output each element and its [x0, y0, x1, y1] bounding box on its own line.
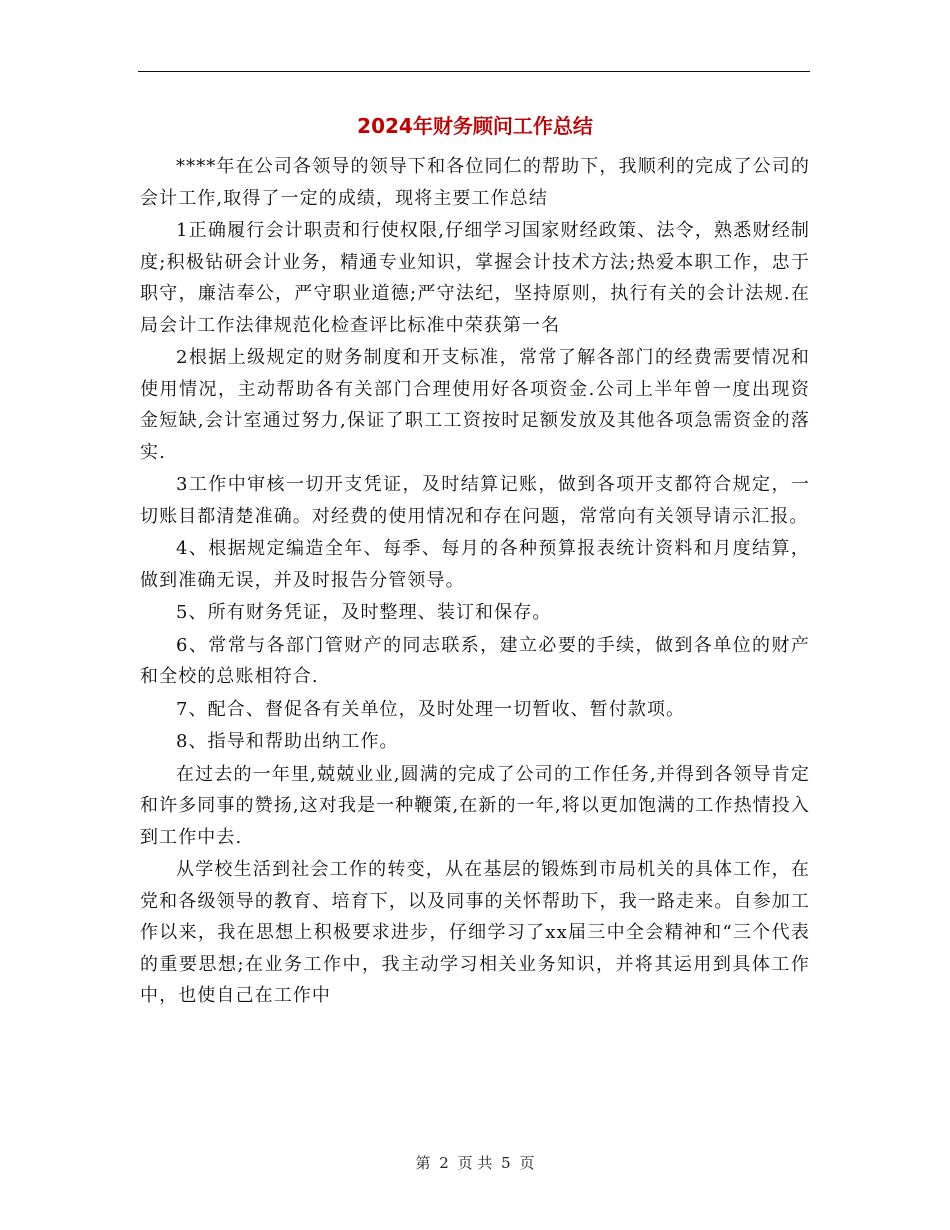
document-body — [140, 151, 810, 1013]
paragraph-item-5: 5、所有财务凭证，及时整理、装订和保存。 — [176, 602, 552, 623]
footer-suffix: 页 — [519, 1154, 535, 1172]
footer-prefix: 第 — [415, 1154, 431, 1172]
paragraph-item-8: 8、指导和帮助出纳工作。 — [176, 731, 399, 752]
header-rule — [138, 71, 810, 72]
paragraph-item-3: 3工作中审核一切开支凭证，及时结算记账，做到各项开支都符合规定，一切账目都清楚准确。对经费的使用情况和存在问题，常常向有关领导请示汇报。 — [140, 474, 810, 527]
footer-total-pages: 5 — [501, 1154, 511, 1172]
paragraph-summary: 在过去的一年里,兢兢业业,圆满的完成了公司的工作任务,并得到各领导肯定和许多同事的赞扬,这对我是一种鞭策,在新的一年,将以更加饱满的工作热情投入到工作中去. — [140, 763, 810, 848]
page-footer — [0, 1153, 950, 1173]
paragraph-item-2: 2根据上级规定的财务制度和开支标准，常常了解各部门的经费需要情况和使用情况，主动帮助各有关部门合理使用好各项资金.公司上半年曾一度出现资金短缺,会计室通过努力,保证了职工工资按时足额发放及其他各项急需资金的落实. — [140, 347, 810, 463]
paragraph-intro: ****年在公司各领导的领导下和各位同仁的帮助下，我顺利的完成了公司的会计工作,取得了一定的成绩，现将主要工作总结 — [140, 156, 810, 209]
document-title: 2024年财务顾问工作总结 — [357, 114, 593, 138]
footer-middle: 页 共 — [457, 1154, 493, 1172]
paragraph-item-6: 6、常常与各部门管财产的同志联系，建立必要的手续，做到各单位的财产和全校的总账相符合. — [140, 634, 810, 687]
paragraph-item-7: 7、配合、督促各有关单位，及时处理一切暂收、暂付款项。 — [176, 698, 686, 720]
paragraph-item-1: 1正确履行会计职责和行使权限,仔细学习国家财经政策、法令，熟悉财经制度;积极钻研会计业务，精通专业知识，掌握会计技术方法;热爱本职工作，忠于职守，廉洁奉公，严守职业道德;严守法纪，坚持原则，执行有关的会计法规.在局会计工作法律规范化检查评比标准中荣获第一名 — [140, 220, 810, 336]
paragraph-career: 从学校生活到社会工作的转变，从在基层的锻炼到市局机关的具体工作，在党和各级领导的教育、培育下，以及同事的关怀帮助下，我一路走来。自参加工作以来，我在思想上积极要求进步，仔细学习了xx届三中全会精神和“三个代表的重要思想;在业务工作中，我主动学习相关业务知识，并将其运用到具体工作中，也使自己在工作中 — [140, 859, 810, 1006]
footer-current-page: 2 — [439, 1154, 449, 1172]
paragraph-item-4: 4、根据规定编造全年、每季、每月的各种预算报表统计资料和月度结算，做到准确无误，并及时报告分管领导。 — [140, 538, 810, 591]
